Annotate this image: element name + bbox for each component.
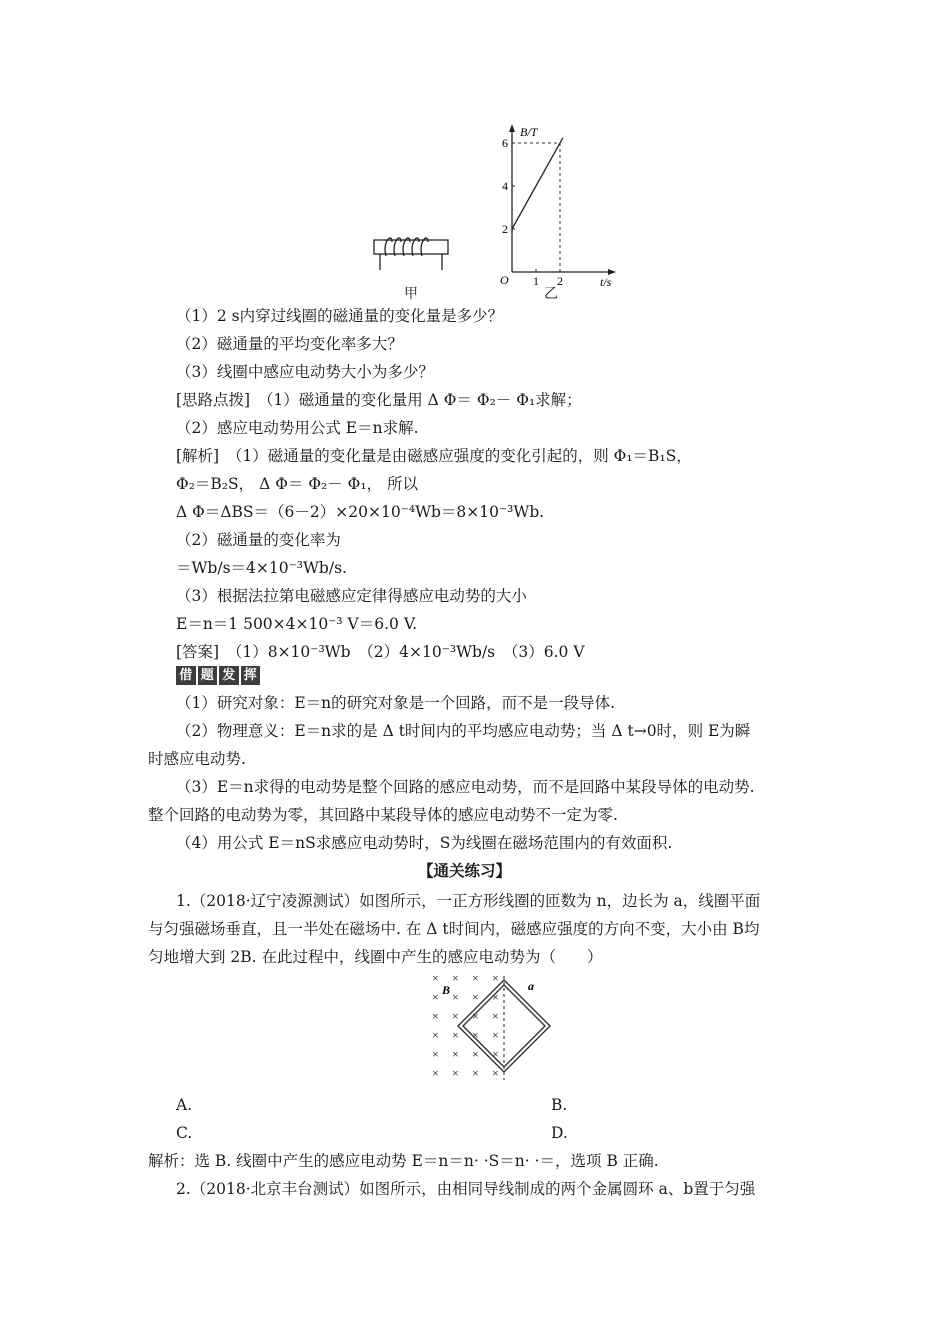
- field-cross: ×: [452, 1028, 459, 1042]
- hint-line-1: [思路点拨] （1）磁通量的变化量用 Δ Φ＝ Φ₂－ Φ₁求解；: [176, 391, 582, 409]
- x-tick-label: 2: [557, 274, 563, 288]
- field-cross: ×: [452, 1047, 459, 1061]
- field-cross: ×: [492, 990, 499, 1004]
- field-cross: ×: [452, 971, 459, 985]
- answer-line: [答案] （1）8×10⁻³Wb （2）4×10⁻³Wb/s （3）6.0 V: [176, 643, 585, 661]
- hint-line-2: （2）感应电动势用公式 E＝n求解.: [176, 419, 419, 437]
- option-A: A.: [176, 1096, 193, 1114]
- field-cross: ×: [492, 1028, 499, 1042]
- analysis-line-2: Φ₂＝B₂S， Δ Φ＝ Φ₂－ Φ₁， 所以: [176, 475, 419, 493]
- magnetic-field-figure: [424, 966, 564, 1088]
- practice-1-line-3: 匀地增大到 2B. 在此过程中，线圈中产生的感应电动势为（ ）: [148, 948, 603, 966]
- section-tag: [176, 666, 260, 685]
- field-cross: ×: [472, 1066, 479, 1080]
- note-1: （1）研究对象：E＝n的研究对象是一个回路，而不是一段导体.: [176, 694, 616, 712]
- figure-jia-caption: 甲: [404, 286, 418, 302]
- note-4: （4）用公式 E＝nS求感应电动势时，S为线圈在磁场范围内的有效面积.: [176, 834, 673, 852]
- field-label-B: B: [442, 983, 451, 997]
- field-cross: ×: [472, 990, 479, 1004]
- field-cross: ×: [492, 1066, 499, 1080]
- field-cross: ×: [492, 1009, 499, 1023]
- analysis-line-5: ＝Wb/s＝4×10⁻³Wb/s.: [176, 559, 347, 577]
- option-B: B.: [551, 1096, 568, 1114]
- x-tick-label: 1: [533, 274, 539, 288]
- note-2b: 时感应电动势.: [148, 750, 246, 768]
- field-cross: ×: [472, 1028, 479, 1042]
- field-cross: ×: [452, 1009, 459, 1023]
- analysis-line-6: （3）根据法拉第电磁感应定律得感应电动势的大小: [176, 587, 527, 605]
- field-cross: ×: [432, 1066, 439, 1080]
- option-C: C.: [176, 1124, 193, 1142]
- analysis-line-4: （2）磁通量的变化率为: [176, 531, 341, 549]
- option-D: D.: [551, 1124, 568, 1142]
- analysis-line-1: [解析] （1）磁通量的变化量是由磁感应强度的变化引起的，则 Φ₁＝B₁S，: [176, 447, 692, 465]
- field-cross: ×: [492, 1047, 499, 1061]
- figure-yi-caption: 乙: [544, 286, 558, 302]
- tag-char: 题: [198, 666, 218, 685]
- field-cross: ×: [432, 1009, 439, 1023]
- y-axis-arrow: [509, 124, 515, 132]
- y-tick-label: 2: [502, 222, 508, 236]
- question-1: （1）2 s内穿过线圈的磁通量的变化量是多少？: [176, 307, 504, 325]
- practice-heading: 【通关练习】: [418, 861, 512, 880]
- bt-chart: [496, 122, 620, 292]
- practice-1-line-2: 与匀强磁场垂直，且一半处在磁场中. 在 Δ t时间内，磁感应强度的方向不变，大小由 B均: [148, 920, 760, 938]
- practice-1-line-1: 1.（2018·辽宁凌源测试）如图所示，一正方形线圈的匝数为 n，边长为 a，线圈平面: [176, 892, 761, 910]
- field-cross: ×: [472, 1009, 479, 1023]
- field-cross: ×: [432, 1047, 439, 1061]
- y-axis-label: B/T: [520, 125, 538, 139]
- tag-char: 借: [176, 666, 196, 685]
- series-line: [512, 138, 563, 229]
- coil-figure: [368, 228, 458, 282]
- note-2a: （2）物理意义：E＝n求的是 Δ t时间内的平均感应电动势；当 Δ t→0时，则 E为瞬: [176, 722, 751, 740]
- tag-char: 发: [219, 666, 239, 685]
- field-cross: ×: [452, 990, 459, 1004]
- analysis-line-7: E＝n＝1 500×4×10⁻³ V＝6.0 V.: [176, 615, 418, 633]
- side-label-a: a: [528, 979, 534, 993]
- field-cross: ×: [452, 1066, 459, 1080]
- origin-label: O: [500, 273, 509, 287]
- note-3a: （3）E＝n求得的电动势是整个回路的感应电动势，而不是回路中某段导体的电动势.: [176, 778, 755, 796]
- question-3: （3）线圈中感应电动势大小为多少？: [176, 363, 434, 381]
- field-cross: ×: [432, 1028, 439, 1042]
- tag-char: 挥: [241, 666, 261, 685]
- field-cross: ×: [432, 971, 439, 985]
- y-tick-label: 4: [502, 179, 508, 193]
- practice-2-line-1: 2.（2018·北京丰台测试）如图所示，由相同导线制成的两个金属圆环 a、b置于匀强: [176, 1180, 756, 1198]
- field-cross: ×: [472, 971, 479, 985]
- field-cross: ×: [472, 1047, 479, 1061]
- y-tick-label: 6: [502, 136, 508, 150]
- field-cross: ×: [492, 971, 499, 985]
- field-cross: ×: [432, 990, 439, 1004]
- x-axis-label: t/s: [600, 275, 612, 289]
- question-2: （2）磁通量的平均变化率多大？: [176, 335, 403, 353]
- analysis-line-3: Δ Φ＝ΔBS＝（6－2）×20×10⁻⁴Wb＝8×10⁻³Wb.: [176, 503, 545, 521]
- note-3b: 整个回路的电动势为零，其回路中某段导体的感应电动势不一定为零.: [148, 806, 618, 824]
- practice-1-solution: 解析：选 B. 线圈中产生的感应电动势 E＝n＝n· ·S＝n· ·＝，选项 B 正确.: [148, 1152, 659, 1170]
